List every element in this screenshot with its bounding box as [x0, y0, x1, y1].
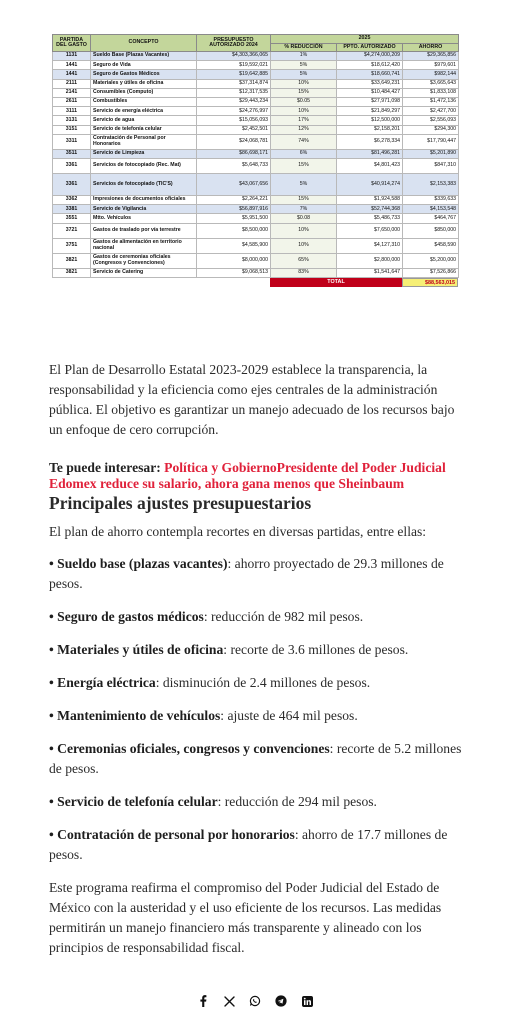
cell-pptto: $10,484,427 — [337, 88, 403, 97]
table-row — [53, 61, 459, 70]
article-body — [49, 360, 469, 958]
table-row — [53, 268, 459, 277]
header-partida: PARTIDA DEL GASTO — [53, 35, 91, 52]
cell-reduccion: $0.05 — [271, 98, 337, 107]
table-row — [53, 79, 459, 88]
bullet-text: : recorte de 3.6 millones de pesos. — [223, 642, 409, 657]
cell-partida: 1131 — [53, 52, 91, 61]
cell-reduccion: 1% — [271, 52, 337, 61]
closing-paragraph: Este programa reafirma el compromiso del Poder Judicial del Estado de México con la austeridad y el uso eficiente de los recursos. Las medidas permitirán un manejo financiero más transparente y alineado con los principios de responsabilidad fiscal. — [49, 880, 442, 955]
cell-ahorro: $5,200,000 — [403, 253, 459, 268]
cell-partida: 3821 — [53, 253, 91, 268]
cell-ahorro: $1,472,136 — [403, 98, 459, 107]
cell-reduccion: 15% — [271, 195, 337, 204]
table-row — [53, 149, 459, 158]
list-item — [49, 825, 469, 865]
table-row — [53, 116, 459, 125]
cell-partida: 3821 — [53, 268, 91, 277]
cell-concepto: Gastos de alimentación en territorio nacional — [91, 238, 197, 253]
cell-presupuesto: $12,317,535 — [197, 88, 271, 97]
section-heading: Principales ajustes presupuestarios — [49, 493, 312, 513]
table-row — [53, 98, 459, 107]
cell-reduccion: 15% — [271, 158, 337, 173]
cell-presupuesto: $4,303,366,065 — [197, 52, 271, 61]
cell-concepto: Servicio de Vigilancia — [91, 205, 197, 214]
header-presupuesto: PRESUPUESTO AUTORIZADO 2024 — [197, 35, 271, 52]
header-pptto: PPTO. AUTORIZADO — [337, 43, 403, 52]
cell-partida: 3361 — [53, 173, 91, 195]
bullet-label: Seguro de gastos médicos — [57, 609, 204, 624]
bullet-label: Mantenimiento de vehículos — [57, 708, 221, 723]
cell-presupuesto: $24,276,997 — [197, 107, 271, 116]
cell-presupuesto: $8,000,000 — [197, 253, 271, 268]
table-row — [53, 253, 459, 268]
related-article — [49, 460, 469, 492]
cell-pptto: $2,800,000 — [337, 253, 403, 268]
bullet-label: Sueldo base (plazas vacantes) — [57, 556, 228, 571]
cell-reduccion: 10% — [271, 238, 337, 253]
table-row — [53, 125, 459, 134]
table-row — [53, 70, 459, 79]
cell-concepto: Servicios de fotocopiado (Rec. Mat) — [91, 158, 197, 173]
bullet-label: Materiales y útiles de oficina — [57, 642, 224, 657]
budget-table-figure — [52, 34, 458, 287]
cell-ahorro: $464,767 — [403, 214, 459, 223]
cell-ahorro: $847,310 — [403, 158, 459, 173]
table-row — [53, 52, 459, 61]
cell-ahorro: $2,153,383 — [403, 173, 459, 195]
cell-concepto: Gastos de traslado por vía terrestre — [91, 223, 197, 238]
header-reduccion: % REDUCCIÓN — [271, 43, 337, 52]
cell-reduccion: 12% — [271, 125, 337, 134]
adjustments-list — [49, 554, 469, 865]
bullet-label: Contratación de personal por honorarios — [57, 827, 295, 842]
bullet-label: Ceremonias oficiales, congresos y convenciones — [57, 741, 330, 756]
table-row — [53, 195, 459, 204]
bullet-text: : reducción de 294 mil pesos. — [217, 794, 377, 809]
table-row — [53, 205, 459, 214]
budget-table — [52, 34, 459, 278]
list-item — [49, 607, 469, 627]
cell-pptto: $18,612,420 — [337, 61, 403, 70]
list-item — [49, 706, 469, 726]
total-value: $88,563,015 — [402, 278, 458, 287]
cell-concepto: Servicios de fotocopiado (TIC'S) — [91, 173, 197, 195]
cell-concepto: Servicio de telefonía celular — [91, 125, 197, 134]
cell-pptto: $21,849,297 — [337, 107, 403, 116]
cell-pptto: $1,541,647 — [337, 268, 403, 277]
cell-concepto: Materiales y útiles de oficina — [91, 79, 197, 88]
table-row — [53, 238, 459, 253]
cell-concepto: Mtto. Vehículos — [91, 214, 197, 223]
cell-pptto: $1,924,588 — [337, 195, 403, 204]
list-item — [49, 792, 469, 812]
cell-pptto: $4,274,000,209 — [337, 52, 403, 61]
cell-partida: 3721 — [53, 223, 91, 238]
cell-partida: 2111 — [53, 79, 91, 88]
telegram-icon[interactable] — [274, 994, 288, 1008]
cell-partida: 3751 — [53, 238, 91, 253]
list-item — [49, 554, 469, 594]
cell-pptto: $7,650,000 — [337, 223, 403, 238]
cell-ahorro: $850,000 — [403, 223, 459, 238]
cell-reduccion: 10% — [271, 223, 337, 238]
cell-presupuesto: $24,068,781 — [197, 134, 271, 149]
cell-reduccion: 7% — [271, 205, 337, 214]
cell-reduccion: 74% — [271, 134, 337, 149]
share-bar — [0, 994, 510, 1008]
cell-reduccion: 5% — [271, 61, 337, 70]
bullet-label: Servicio de telefonía celular — [57, 794, 218, 809]
table-row — [53, 158, 459, 173]
cell-pptto: $6,278,334 — [337, 134, 403, 149]
bullet-dot: • — [49, 675, 58, 690]
bullet-dot: • — [49, 827, 58, 842]
cell-ahorro: $29,365,856 — [403, 52, 459, 61]
total-label: TOTAL — [270, 278, 402, 287]
cell-ahorro: $1,833,108 — [403, 88, 459, 97]
cell-concepto: Contratación de Personal por Honorarios — [91, 134, 197, 149]
bullet-text: : recorte de 5.2 millones de pesos. — [49, 741, 462, 776]
cell-concepto: Servicio de energía eléctrica — [91, 107, 197, 116]
cell-concepto: Gastos de ceremonias oficiales (Congresos y Convenciones) — [91, 253, 197, 268]
linkedin-icon[interactable] — [300, 994, 314, 1008]
bullet-label: Energía eléctrica — [57, 675, 156, 690]
related-label: Te puede interesar: — [49, 460, 161, 475]
cell-presupuesto: $29,443,234 — [197, 98, 271, 107]
bullet-dot: • — [49, 794, 58, 809]
cell-partida: 3362 — [53, 195, 91, 204]
cell-presupuesto: $4,585,900 — [197, 238, 271, 253]
bullet-text: : ajuste de 464 mil pesos. — [220, 708, 358, 723]
cell-ahorro: $5,201,890 — [403, 149, 459, 158]
cell-reduccion: $0.08 — [271, 214, 337, 223]
cell-concepto: Servicio de Catering — [91, 268, 197, 277]
table-row — [53, 134, 459, 149]
cell-partida: 1441 — [53, 70, 91, 79]
cell-reduccion: 10% — [271, 79, 337, 88]
cell-partida: 3551 — [53, 214, 91, 223]
cell-partida: 1441 — [53, 61, 91, 70]
cell-pptto: $33,649,231 — [337, 79, 403, 88]
cell-reduccion: 10% — [271, 107, 337, 116]
cell-pptto: $4,127,310 — [337, 238, 403, 253]
cell-ahorro: $339,633 — [403, 195, 459, 204]
cell-pptto: $2,158,201 — [337, 125, 403, 134]
table-row — [53, 107, 459, 116]
table-row — [53, 214, 459, 223]
cell-pptto: $81,496,281 — [337, 149, 403, 158]
lead-paragraph: El plan de ahorro contempla recortes en diversas partidas, entre ellas: — [49, 524, 427, 539]
cell-concepto: Servicio de Limpieza — [91, 149, 197, 158]
x-icon[interactable] — [222, 994, 236, 1008]
bullet-text: : ahorro de 17.7 millones de pesos. — [49, 827, 448, 862]
cell-presupuesto: $5,951,500 — [197, 214, 271, 223]
cell-partida: 3151 — [53, 125, 91, 134]
cell-partida: 3511 — [53, 149, 91, 158]
cell-partida: 3311 — [53, 134, 91, 149]
table-row — [53, 173, 459, 195]
cell-partida: 3111 — [53, 107, 91, 116]
bullet-dot: • — [49, 609, 58, 624]
bullet-dot: • — [49, 708, 58, 723]
cell-partida: 3361 — [53, 158, 91, 173]
cell-partida: 2141 — [53, 88, 91, 97]
intro-paragraph: El Plan de Desarrollo Estatal 2023-2029 establece la transparencia, la responsabilidad y la eficiencia como ejes centrales de la administración pública. El objetivo es garantizar un manejo adecuado de los recursos bajo un enfoque de cero corrupción. — [49, 362, 455, 437]
cell-presupuesto: $86,698,171 — [197, 149, 271, 158]
cell-ahorro: $294,300 — [403, 125, 459, 134]
cell-ahorro: $2,427,700 — [403, 107, 459, 116]
cell-pptto: $27,971,098 — [337, 98, 403, 107]
cell-reduccion: 83% — [271, 268, 337, 277]
cell-presupuesto: $43,067,656 — [197, 173, 271, 195]
cell-presupuesto: $2,264,221 — [197, 195, 271, 204]
cell-ahorro: $7,526,866 — [403, 268, 459, 277]
cell-concepto: Sueldo Base (Plazas Vacantes) — [91, 52, 197, 61]
cell-reduccion: 65% — [271, 253, 337, 268]
related-link[interactable]: Política y GobiernoPresidente del Poder Judicial Edomex reduce su salario, ahora gana menos que Sheinbaum — [49, 460, 446, 491]
cell-concepto: Servicio de agua — [91, 116, 197, 125]
whatsapp-icon[interactable] — [248, 994, 262, 1008]
bullet-text: : reducción de 982 mil pesos. — [203, 609, 364, 624]
header-year: 2025 — [271, 35, 459, 44]
cell-ahorro: $458,590 — [403, 238, 459, 253]
cell-pptto: $12,500,000 — [337, 116, 403, 125]
header-concepto: CONCEPTO — [91, 35, 197, 52]
cell-presupuesto: $8,500,000 — [197, 223, 271, 238]
cell-presupuesto: $5,648,733 — [197, 158, 271, 173]
cell-concepto: Combustibles — [91, 98, 197, 107]
cell-pptto: $40,914,274 — [337, 173, 403, 195]
cell-presupuesto: $19,592,021 — [197, 61, 271, 70]
cell-pptto: $5,486,733 — [337, 214, 403, 223]
cell-pptto: $4,801,423 — [337, 158, 403, 173]
cell-presupuesto: $37,314,874 — [197, 79, 271, 88]
cell-partida: 2611 — [53, 98, 91, 107]
cell-ahorro: $979,601 — [403, 61, 459, 70]
cell-pptto: $18,660,741 — [337, 70, 403, 79]
header-ahorro: AHORRO — [403, 43, 459, 52]
bullet-text: : ahorro proyectado de 29.3 millones de pesos. — [49, 556, 444, 591]
cell-concepto: Impresiones de documentos oficiales — [91, 195, 197, 204]
cell-presupuesto: $56,897,916 — [197, 205, 271, 214]
bullet-dot: • — [49, 741, 58, 756]
cell-presupuesto: $15,056,093 — [197, 116, 271, 125]
bullet-dot: • — [49, 556, 58, 571]
cell-pptto: $52,744,368 — [337, 205, 403, 214]
cell-ahorro: $17,790,447 — [403, 134, 459, 149]
cell-concepto: Seguro de Vida — [91, 61, 197, 70]
cell-concepto: Seguro de Gastos Médicos — [91, 70, 197, 79]
cell-reduccion: 17% — [271, 116, 337, 125]
table-row — [53, 223, 459, 238]
list-item — [49, 640, 469, 660]
facebook-icon[interactable] — [196, 994, 210, 1008]
cell-presupuesto: $19,642,885 — [197, 70, 271, 79]
cell-partida: 3131 — [53, 116, 91, 125]
cell-reduccion: 15% — [271, 88, 337, 97]
cell-partida: 3381 — [53, 205, 91, 214]
total-row — [52, 278, 458, 287]
cell-ahorro: $3,665,643 — [403, 79, 459, 88]
cell-ahorro: $982,144 — [403, 70, 459, 79]
table-row — [53, 88, 459, 97]
budget-table-body — [53, 52, 459, 278]
cell-reduccion: 5% — [271, 173, 337, 195]
cell-ahorro: $2,556,093 — [403, 116, 459, 125]
cell-reduccion: 5% — [271, 70, 337, 79]
cell-concepto: Consumibles (Computo) — [91, 88, 197, 97]
cell-reduccion: 6% — [271, 149, 337, 158]
cell-ahorro: $4,153,548 — [403, 205, 459, 214]
cell-presupuesto: $2,452,501 — [197, 125, 271, 134]
list-item — [49, 673, 469, 693]
list-item — [49, 739, 469, 779]
cell-presupuesto: $9,068,513 — [197, 268, 271, 277]
bullet-dot: • — [49, 642, 58, 657]
bullet-text: : disminución de 2.4 millones de pesos. — [155, 675, 371, 690]
